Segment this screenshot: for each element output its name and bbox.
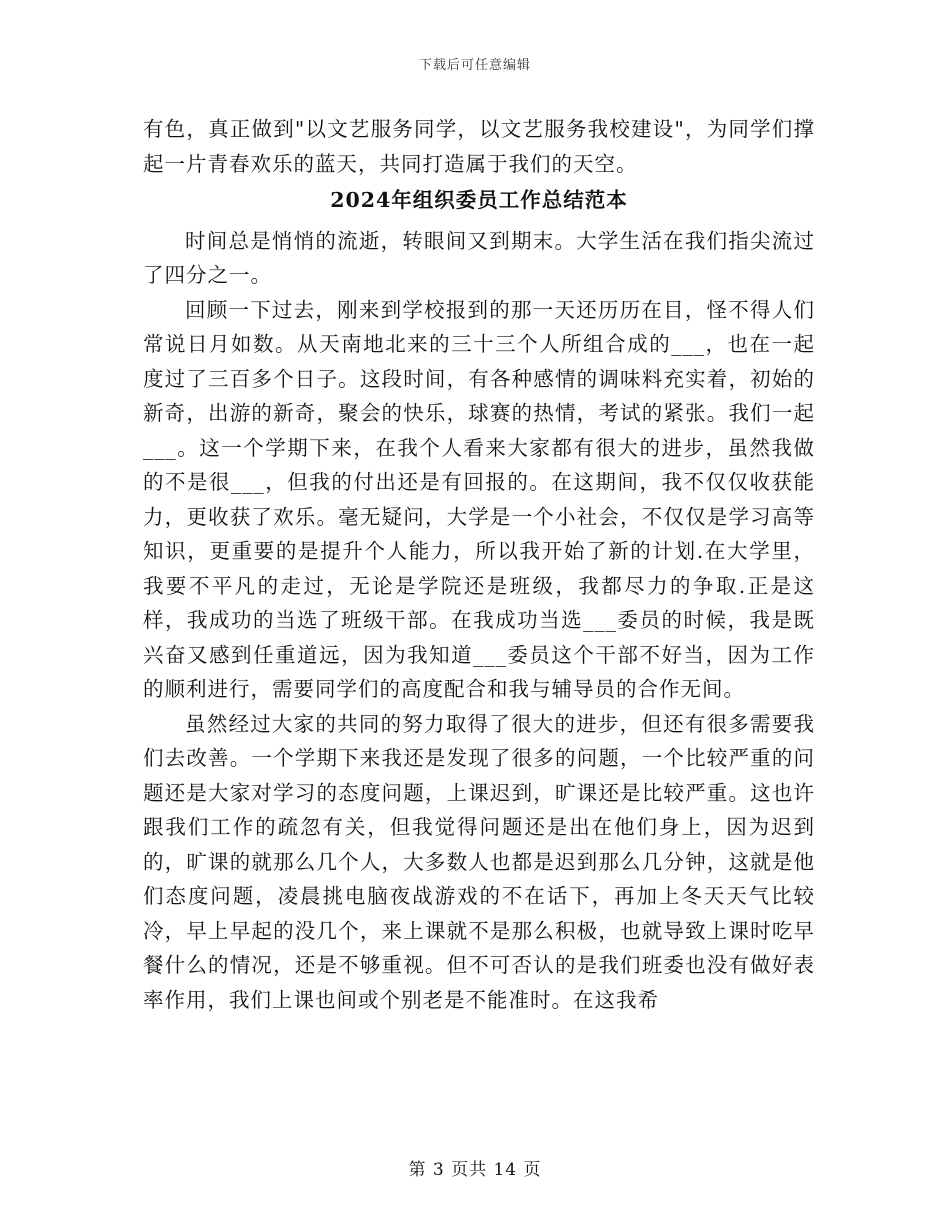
document-title: 2024年组织委员工作总结范本 <box>330 188 628 212</box>
intro-paragraph: 有色，真正做到"以文艺服务同学，以文艺服务我校建设"，为同学们撑起一片青春欢乐的蓝天，共同打造属于我们的天空。 <box>143 117 815 176</box>
page-number: 第 3 页共 14 页 <box>408 1160 542 1180</box>
paragraph-2: 回顾一下过去，刚来到学校报到的那一天还历历在目，怪不得人们常说日月如数。从天南地北来的三十三个人所组合成的___，也在一起度过了三百多个日子。这段时间，有各种感情的调味料充实着，初始的新奇，出游的新奇，聚会的快乐，球赛的热情，考试的紧张。我们一起___。这一个学期下来，在我个人看来大家都有很大的进步，虽然我做的不是很___，但我的付出还是有回报的。在这期间，我不仅仅收获能力，更收获了欢乐。毫无疑问，大学是一个小社会，不仅仅是学习高等知识，更重要的是提升个人能力，所以我开始了新的计划.在大学里，我要不平凡的走过，无论是学院还是班级，我都尽力的争取.正是这样，我成功的当选了班级干部。在我成功当选___委员的时候，我是既兴奋又感到任重道远，因为我知道___委员这个干部不好当，因为工作的顺利进行，需要同学们的高度配合和我与辅导员的合作无间。 <box>143 297 815 701</box>
document-body <box>143 112 815 1017</box>
paragraph-1: 时间总是悄悄的流逝，转眼间又到期末。大学生活在我们指尖流过了四分之一。 <box>143 228 815 287</box>
page-header: 下载后可任意编辑 <box>418 58 531 73</box>
paragraph-3: 虽然经过大家的共同的努力取得了很大的进步，但还有很多需要我们去改善。一个学期下来我还是发现了很多的问题，一个比较严重的问题还是大家对学习的态度问题，上课迟到，旷课还是比较严重。这也许跟我们工作的疏忽有关，但我觉得问题还是出在他们身上，因为迟到的，旷课的就那么几个人，大多数人也都是迟到那么几分钟，这就是他们态度问题，凌晨挑电脑夜战游戏的不在话下，再加上冬天天气比较冷，早上早起的没几个，来上课就不是那么积极，也就导致上课时吃早餐什么的情况，还是不够重视。但不可否认的是我们班委也没有做好表率作用，我们上课也间或个别老是不能准时。在这我希 <box>143 711 815 1012</box>
